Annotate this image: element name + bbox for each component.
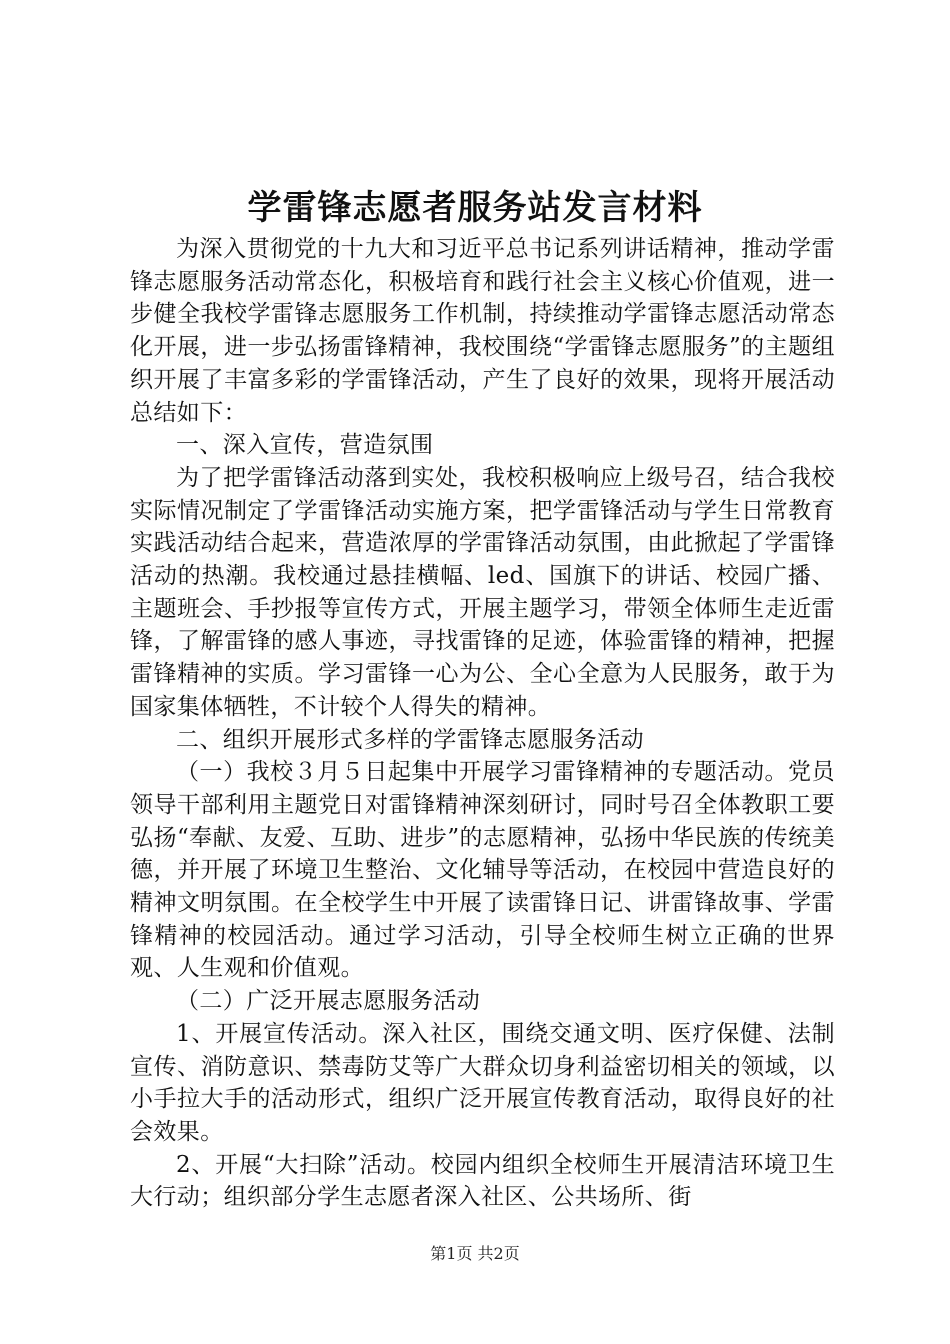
activity-1-paragraph: 1、开展宣传活动。深入社区，围绕交通文明、医疗保健、法制宣传、消防意识、禁毒防艾等广大群众切身利益密切相关的领域，以小手拉大手的活动形式，组织广泛开展宣传教育活动，取得良好的社会效果。 [130, 1020, 835, 1145]
activity-2-paragraph: 2、开展“大扫除”活动。校园内组织全校师生开展清洁环境卫生大行动；组织部分学生志愿者深入社区、公共场所、街 [130, 1151, 835, 1211]
subsection-1-paragraph: （一）我校３月５日起集中开展学习雷锋精神的专题活动。党员领导干部利用主题党日对雷锋精神深刻研讨，同时号召全体教职工要弘扬“奉献、友爱、互助、进步”的志愿精神，弘扬中华民族的传统美德，并开展了环境卫生整治、文化辅导等活动，在校园中营造良好的精神文明氛围。在全校学生中开展了读雷锋日记、讲雷锋故事、学雷锋精神的校园活动。通过学习活动，引导全校师生树立正确的世界观、人生观和价值观。 [130, 759, 835, 982]
subsection-heading-2: （二）广泛开展志愿服务活动 [176, 988, 481, 1015]
page-footer: 第1页 共2页 [430, 1244, 520, 1263]
document-body [130, 233, 835, 1214]
intro-paragraph: 为深入贯彻党的十九大和习近平总书记系列讲话精神，推动学雷锋志愿服务活动常态化，积极培育和践行社会主义核心价值观，进一步健全我校学雷锋志愿服务工作机制，持续推动学雷锋志愿活动常态化开展，进一步弘扬雷锋精神，我校围绕“学雷锋志愿服务”的主题组织开展了丰富多彩的学雷锋活动，产生了良好的效果，现将开展活动总结如下： [130, 236, 835, 426]
section-1-paragraph: 为了把学雷锋活动落到实处，我校积极响应上级号召，结合我校实际情况制定了学雷锋活动实施方案，把学雷锋活动与学生日常教育实践活动结合起来，营造浓厚的学雷锋活动氛围，由此掀起了学雷锋活动的热潮。我校通过悬挂横幅、led、国旗下的讲话、校园广播、主题班会、手抄报等宣传方式，开展主题学习，带领全体师生走近雷锋，了解雷锋的感人事迹，寻找雷锋的足迹，体验雷锋的精神，把握雷锋精神的实质。学习雷锋一心为公、全心全意为人民服务，敢于为国家集体牺牲，不计较个人得失的精神。 [130, 464, 835, 720]
section-heading-2: 二、组织开展形式多样的学雷锋志愿服务活动 [176, 726, 644, 753]
section-heading-1: 一、深入宣传，营造氛围 [176, 432, 434, 459]
document-title: 学雷锋志愿者服务站发言材料 [247, 188, 703, 228]
